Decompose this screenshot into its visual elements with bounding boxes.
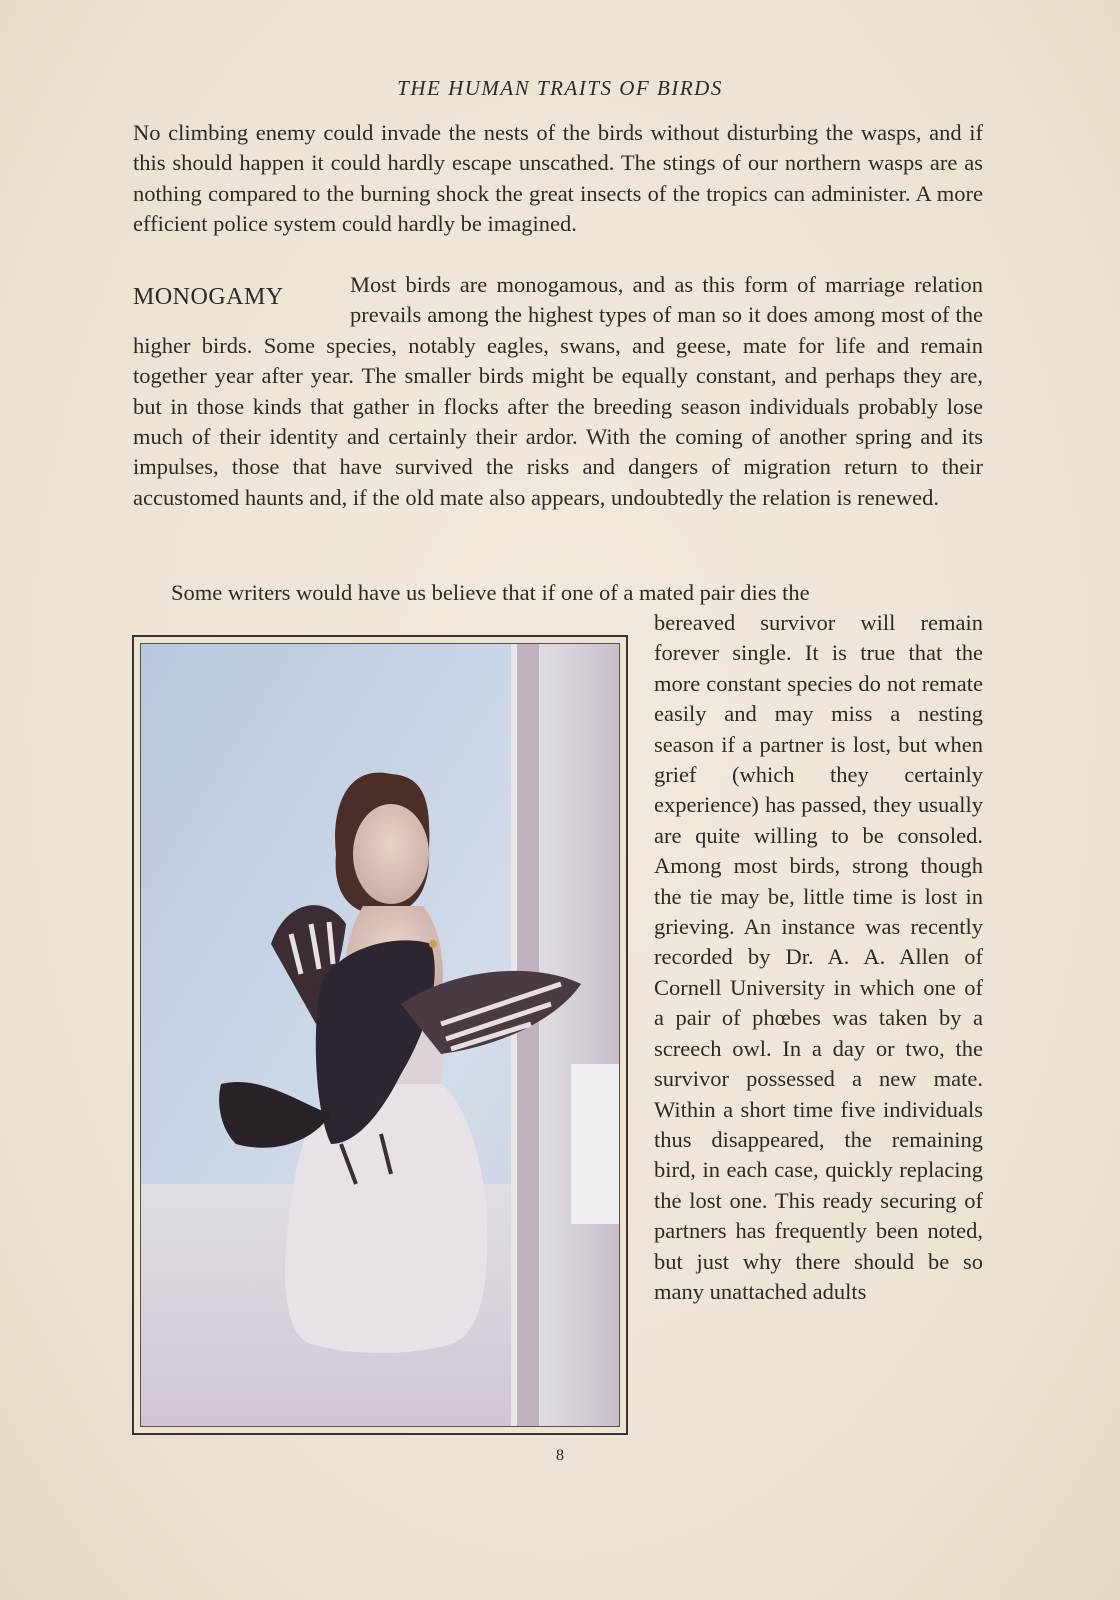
photo-face: [353, 804, 429, 904]
paragraph-writers-continued: [654, 608, 983, 1307]
photo-window-frame: [517, 644, 539, 1427]
paragraph-text: bereaved survivor will remain forever single. It is true that the more constant species do not remate easily and may miss a nesting season if a partner is lost, but when grief (which they certainly experience) has passed, they usually are quite willing to be consoled. Among most birds, strong though the tie may be, little time is lost in grieving. An instance was recently recorded by Dr. A. A. Allen of Cornell University in which one of a pair of phœbes was taken by a screech owl. In a day or two, the survivor possessed a new mate. Within a short time five individuals thus disappeared, the remaining bird, in each case, quickly replacing the lost one. This ready securing of partners has frequently been noted, but just why there should be so many unattached adults: [654, 610, 983, 1304]
photo-window-light: [571, 1064, 620, 1224]
running-head: THE HUMAN TRAITS OF BIRDS: [397, 76, 723, 100]
paragraph-writers-lead: [133, 578, 983, 608]
paragraph-text: Most birds are monogamous, and as this form of marriage relation prevails among the highest types of man so it does among most of the higher birds. Some species, notably eagles, swans, and geese, mate for life and remain together year after year. The smaller birds might be equally constant, and perhaps they are, but in those kinds that gather in flocks after the breeding season individuals probably lose much of their identity and certainly their ardor. With the coming of another spring and its impulses, those that have survived the risks and dangers of migration return to their accustomed haunts and, if the old mate also appears, undoubtedly the relation is renewed.: [133, 272, 983, 510]
photo-bird-eye: [429, 940, 437, 948]
photo-plate: [132, 635, 628, 1435]
woman-with-bird-photo: [140, 643, 620, 1427]
page-number: 8: [556, 1447, 564, 1464]
paragraph-text: No climbing enemy could invade the nests of the birds without disturbing the wasps, and if this should happen it could hardly escape unscathed. The stings of our northern wasps are as nothing compared to the burning shock the great insects of the tropics can administer. A more efficient police system could hardly be imagined.: [133, 120, 983, 237]
photo-illustration: [141, 644, 620, 1427]
side-heading: MONOGAMY: [133, 284, 284, 310]
paragraph-monogamy: [133, 270, 983, 513]
paragraph-wasps: [133, 118, 983, 240]
paragraph-text: Some writers would have us believe that if one of a mated pair dies the: [171, 580, 810, 605]
